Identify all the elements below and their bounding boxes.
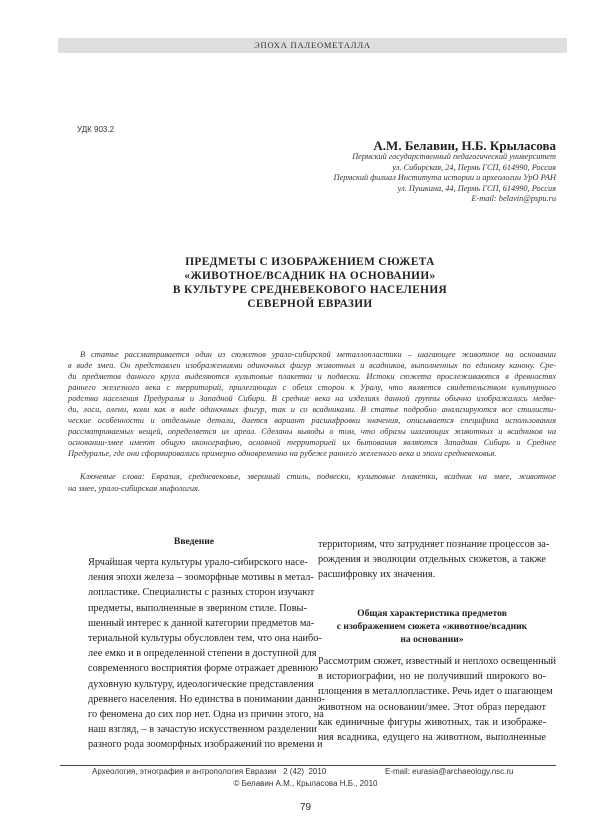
text-line: Ключевые слова: Евразия, средневековье, звериный стиль, подвески, культовые плакетки, всадник на змее, животное [80, 472, 556, 481]
text-line: разного рода зооморфных изображений по времени и [88, 739, 323, 751]
text-line: Рассмотрим сюжет, известный и неплохо освещенный [318, 656, 557, 667]
text-line: современного восприятия форме отражает древнюю [88, 663, 319, 675]
text-line: на змее, урало-сибирская мифология. [68, 484, 200, 494]
text-line: шенный интерес к данной категории предметов ма- [88, 617, 315, 629]
text-line: духовную культуру, идеологические представления [88, 678, 314, 690]
affiliation-line: ул. Пушкина, 44, Пермь ГСП, 614990, Россия [397, 183, 556, 193]
text-line: лее емко и в определенной степени в доступной для [88, 648, 317, 660]
text-line: родства населения Предуралья и Западной Сибири. В средние века на изделиях данной группы обычно изображались медве- [68, 394, 556, 403]
affiliations [334, 152, 556, 205]
text-line: основании-змее имеют общую иконографию, основной территорией их бытования являются Западная Сибирь и Среднее [68, 438, 556, 447]
authors: А.М. Белавин, Н.Б. Крыласова [373, 138, 556, 153]
intro-heading: Введение [173, 536, 215, 547]
heading-line: на основании» [400, 634, 464, 645]
journal-email[interactable]: E-mail: eurasia@archaeology.nsc.ru [385, 767, 514, 776]
text-line: в историографии, но не получивший широкого во- [318, 671, 546, 683]
text-line: ления эпохи железа – зооморфные мотивы в метал- [88, 572, 314, 584]
author-email[interactable]: E-mail: belavin@pspu.ru [471, 194, 556, 204]
text-line: наш взгляд, – в зачастую искусственном разделении [88, 724, 317, 736]
text-line: В статье рассматривается один из сюжетов урало-сибирской металлопластики – шагающее животное на основании [80, 350, 556, 359]
text-line: территориям, что затрудняет познание процессов за- [318, 539, 550, 550]
heading-line: Общая характеристика предметов [357, 608, 507, 619]
text-line: териальной культуры обусловлен тем, что она наибо- [88, 633, 322, 644]
page-number: 79 [299, 802, 312, 813]
text-line: расшифровку их значения. [318, 569, 436, 581]
udk-code: УДК 903.2 [77, 125, 115, 134]
copyright: © Белавин А.М., Крыласова Н.Б., 2010 [233, 779, 378, 788]
text-line: древнего населения. Но единства в понимании данно- [88, 693, 325, 705]
text-line: го феномена до сих пор нет. Одна из причин этого, на [88, 709, 324, 720]
text-line: Предуралье, где они сформировались примерно одновременно на рубеже раннего железного века и эпохи средневековья. [68, 449, 497, 458]
text-line: ческие особенности и отдельные детали, дается вариант расшифровки значения, описывается специфика использования [68, 416, 556, 425]
text-line: как единичные фигуры животных, так и изображе- [318, 716, 546, 728]
text-line: животном на основании/змее. Этот образ передают [318, 701, 546, 713]
title-line: СЕВЕРНОЙ ЕВРАЗИИ [247, 298, 373, 310]
text-line: в виде змеи. Он представлен изображениями одиночных фигур животных и всадников, выполненных по единому канону. Сре- [68, 361, 556, 370]
text-line: Ярчайшая черта культуры урало-сибирского насе- [88, 557, 308, 568]
text-line: ния всадника, едущего на животном, выполненные [318, 732, 546, 743]
text-line: рождения и эволюции отдельных сюжетов, а также [318, 554, 546, 566]
footer-divider [60, 765, 556, 766]
text-line: ди предметов данного круга выделяются культовые плакетки и подвески. Истоки сюжета прослеживаются в древностях [68, 372, 556, 381]
text-line: предметы, выполненные в зверином стиле. Повы- [88, 602, 307, 614]
text-line: раннего железного века с территорий, прилегающих с обеих сторон к Уралу, что является свидетельством культурного [68, 383, 556, 392]
text-line: лопластике. Специалисты с разных сторон изучают [88, 587, 315, 599]
heading-line: с изображением сюжета «животное/всадник [336, 621, 528, 632]
affiliation-line: ул. Сибирская, 24, Пермь ГСП, 614990, Россия [392, 162, 556, 172]
section2-heading [318, 607, 546, 646]
affiliation-line: Пермский филиал Института истории и археологии УрО РАН [333, 173, 556, 183]
affiliation-line: Пермский государственный педагогический университет [352, 152, 556, 161]
title-line: В КУЛЬТУРЕ СРЕДНЕВЕКОВОГО НАСЕЛЕНИЯ [172, 284, 448, 296]
section-header-bar: ЭПОХА ПАЛЕОМЕТАЛЛА [58, 38, 567, 53]
text-line: площения в металлопластике. Речь идет о шагающем [318, 686, 553, 698]
journal-citation: Археология, этнография и антропология Евразии 2 (42) 2010 [92, 767, 327, 776]
text-line: рассматриваемых вещей, определяется их ареал. Сделаны выводы о том, что образы шагающих животных и всадников на [68, 427, 556, 436]
title-line: «ЖИВОТНОЕ/ВСАДНИК НА ОСНОВАНИИ» [184, 270, 436, 282]
article-title [60, 255, 560, 311]
title-line: ПРЕДМЕТЫ С ИЗОБРАЖЕНИЕМ СЮЖЕТА [185, 256, 435, 268]
text-line: ди, лоси, олени, кони как в виде одиночных фигур, так и со всадниками. В статье подробно анализируются все стилисти- [68, 405, 556, 414]
